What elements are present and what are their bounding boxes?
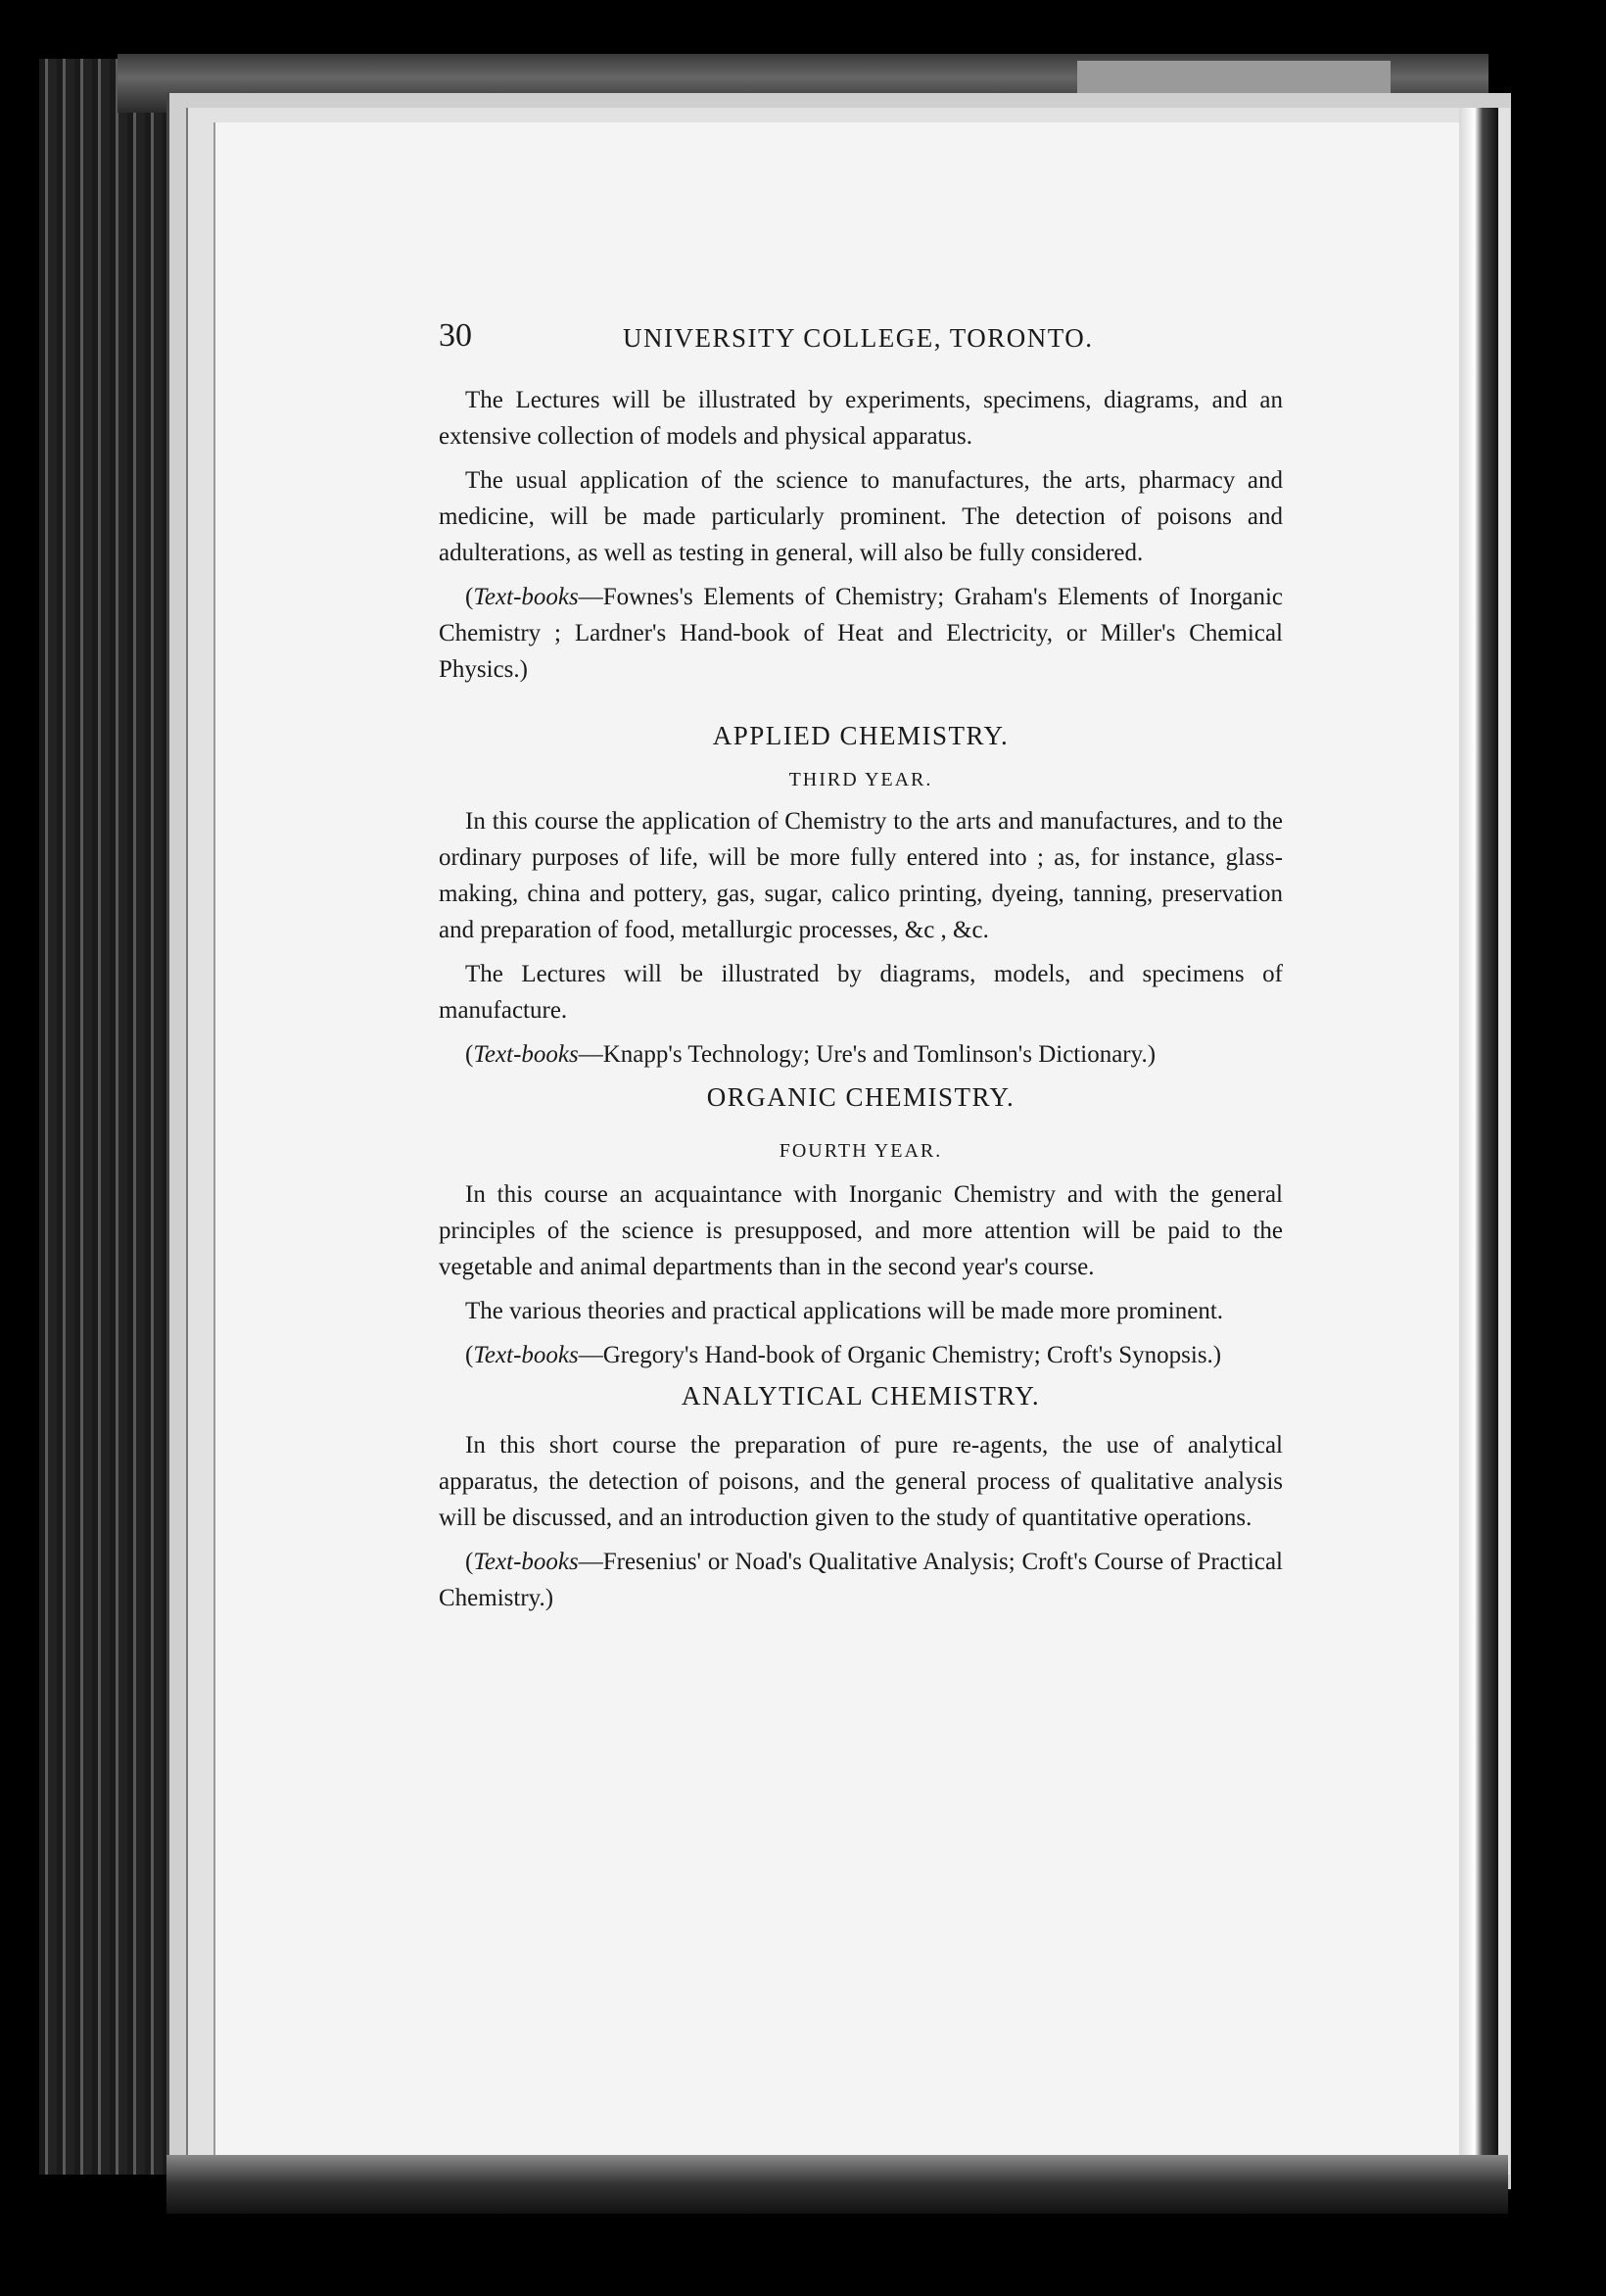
organic-textbooks: (Text-books—Gregory's Hand-book of Organic Chemistry; Croft's Synopsis.) [465,1342,1222,1368]
book-edge-bottom [166,2155,1508,2214]
textbooks-text: —Fresenius' or Noad's Qualitative Analysis; Croft's Course of Practical Chemistry.) [439,1549,1283,1611]
page-header [439,294,1283,353]
page-content [439,294,1283,1616]
applied-section [439,721,1283,1073]
intro-paragraph-1: The Lectures will be illustrated by experiments, specimens, diagrams, and an extensive collection of models and physical apparatus. [439,387,1283,450]
textbooks-text: —Fownes's Elements of Chemistry; Graham's Elements of Inorganic Chemistry ; Lardner's Hand-book of Heat and Electricity, or Miller's Chemical Physics.) [439,584,1283,683]
section-title: ANALYTICAL CHEMISTRY. [681,1381,1041,1411]
section-year: THIRD YEAR. [788,769,933,790]
intro-textbooks: (Text-books—Fownes's Elements of Chemistry; Graham's Elements of Inorganic Chemistry ; Lardner's Hand-book of Heat and Electricity, or Miller's Chemical Physics.) [439,584,1283,683]
intro-paragraph-2: The usual application of the science to manufactures, the arts, pharmacy and medicine, will be made particularly prominent. The detection of poisons and adulterations, as well as testing in general, will also be fully considered. [439,467,1283,566]
organic-paragraph-1: In this course an acquaintance with Inorganic Chemistry and with the general principles of the science is presupposed, and more attention will be paid to the vegetable and animal departments than in the second year's course. [439,1181,1283,1280]
applied-paragraph-1: In this course the application of Chemistry to the arts and manufactures, and to the ordinary purposes of life, will be more fully entered into ; as, for instance, glass-making, china and pottery, gas, sugar, calico printing, dyeing, tanning, preservation and preparation of food, metallurgic processes, &c , &c. [439,808,1283,943]
applied-textbooks: (Text-books—Knapp's Technology; Ure's and Tomlinson's Dictionary.) [465,1041,1157,1068]
analytical-section [439,1381,1283,1616]
textbooks-text: —Knapp's Technology; Ure's and Tomlinson's Dictionary.) [578,1041,1157,1068]
book-edge-right [1459,108,1498,2165]
textbooks-label: Text-books [473,1342,579,1368]
textbooks-label: Text-books [473,1549,579,1575]
applied-paragraph-2: The Lectures will be illustrated by diagrams, models, and specimens of manufacture. [439,961,1283,1024]
analytical-paragraph-1: In this short course the preparation of pure re-agents, the use of analytical apparatus, the detection of poisons, and the general process of qualitative analysis will be discussed, and an introduction given to the study of quantitative operations. [439,1432,1283,1531]
page-number: 30 [439,317,472,354]
section-title: ORGANIC CHEMISTRY. [706,1082,1016,1112]
organic-paragraph-2: The various theories and practical applications will be made more prominent. [465,1298,1224,1324]
section-title: APPLIED CHEMISTRY. [712,721,1010,750]
organic-section [439,1082,1283,1373]
running-title: UNIVERSITY COLLEGE, TORONTO. [623,323,1094,353]
textbooks-label: Text-books [473,584,579,610]
textbooks-label: Text-books [473,1041,579,1068]
textbooks-text: —Gregory's Hand-book of Organic Chemistry; Croft's Synopsis.) [578,1342,1222,1368]
analytical-textbooks: (Text-books—Fresenius' or Noad's Qualitative Analysis; Croft's Course of Practical Chemistry.) [439,1549,1283,1611]
intro-section [439,382,1283,688]
section-year: FOURTH YEAR. [779,1140,943,1162]
